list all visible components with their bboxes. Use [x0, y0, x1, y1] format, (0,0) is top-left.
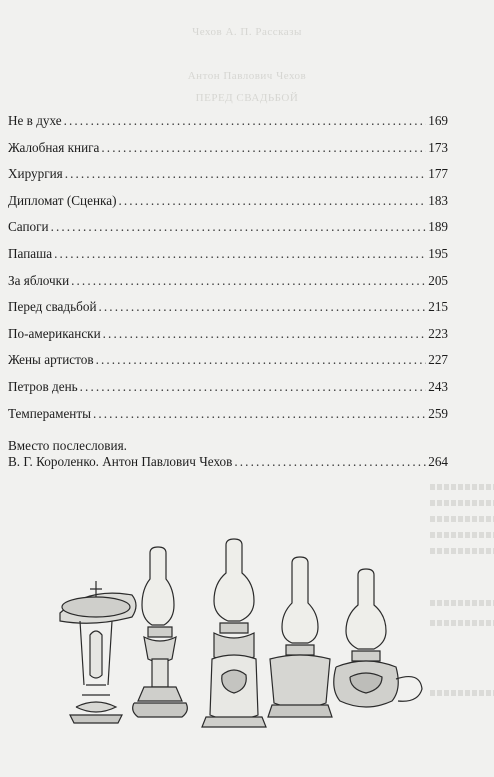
oil-lamp-icon	[133, 547, 188, 717]
toc-entry-page: 177	[428, 166, 448, 182]
oil-lamp-icon	[334, 569, 422, 707]
dot-leader	[234, 455, 426, 468]
ghost-header-line: ПЕРЕД СВАДЬБОЙ	[195, 92, 299, 104]
dot-leader	[101, 141, 426, 154]
toc-entry	[8, 167, 448, 194]
toc-entry-page: 189	[428, 219, 448, 235]
toc-entry-title: Не в духе	[8, 113, 62, 128]
dot-leader	[103, 327, 427, 340]
dot-leader	[65, 167, 426, 180]
dot-leader	[80, 380, 427, 393]
toc-entry-title: За яблочки	[8, 272, 70, 288]
toc-entry	[8, 274, 448, 301]
toc-entry-title: Перед свадьбой	[8, 299, 97, 315]
toc-entry-title: Жалобная книга	[8, 139, 100, 155]
toc-entry	[8, 353, 448, 380]
dot-leader	[99, 300, 427, 313]
oil-lamp-icon	[268, 557, 332, 717]
oil-lamp-icon	[60, 581, 136, 723]
ghost-header-line: Чехов А. П. Рассказы	[192, 26, 302, 38]
toc-entry	[8, 141, 448, 168]
toc-entry	[8, 407, 448, 434]
toc-entry	[8, 327, 448, 354]
dot-leader	[96, 353, 427, 366]
oil-lamp-icon	[202, 539, 266, 727]
toc-entry-title: Вместо послесловия.	[8, 438, 127, 454]
toc-entry	[8, 247, 448, 274]
toc-entry-page: 215	[428, 299, 448, 315]
toc-entry-title: Темпераменты	[8, 405, 91, 421]
toc-entry-page: 183	[428, 192, 448, 208]
toc-entry	[8, 114, 448, 141]
toc-entry-page: 259	[428, 405, 448, 421]
toc-entry-title: Жены артистов	[8, 352, 94, 368]
toc-entry-title: Петров день	[8, 378, 78, 394]
table-of-contents	[8, 114, 448, 468]
toc-entry-title: По-американски	[8, 325, 101, 341]
dot-leader	[118, 194, 426, 207]
toc-entry	[8, 300, 448, 327]
toc-entry	[8, 220, 448, 247]
dot-leader	[71, 274, 426, 287]
toc-entry-title: Сапоги	[8, 219, 49, 235]
toc-entry-subtitle: В. Г. Короленко. Антон Павлович Чехов	[8, 454, 233, 470]
toc-entry-title: Папаша	[8, 245, 53, 261]
toc-entry-title: Дипломат (Сценка)	[8, 192, 117, 208]
dot-leader	[54, 247, 426, 260]
toc-entry-page: 227	[428, 352, 448, 368]
toc-entry-page: 173	[428, 139, 448, 155]
toc-entry-page: 243	[428, 378, 448, 394]
toc-entry-page: 223	[428, 325, 448, 341]
toc-entry-afterword	[8, 437, 448, 468]
ghost-header-line: Антон Павлович Чехов	[187, 70, 307, 82]
toc-entry-page: 205	[428, 272, 448, 288]
dot-leader	[64, 114, 427, 127]
dot-leader	[93, 407, 426, 420]
toc-entry	[8, 380, 448, 407]
toc-entry	[8, 194, 448, 221]
toc-entry-title: Хирургия	[8, 166, 63, 182]
toc-entry-page: 195	[428, 245, 448, 261]
toc-entry-page: 264	[428, 454, 448, 470]
dot-leader	[51, 220, 427, 233]
toc-entry-page: 169	[428, 113, 448, 128]
lamps-illustration	[40, 535, 440, 750]
